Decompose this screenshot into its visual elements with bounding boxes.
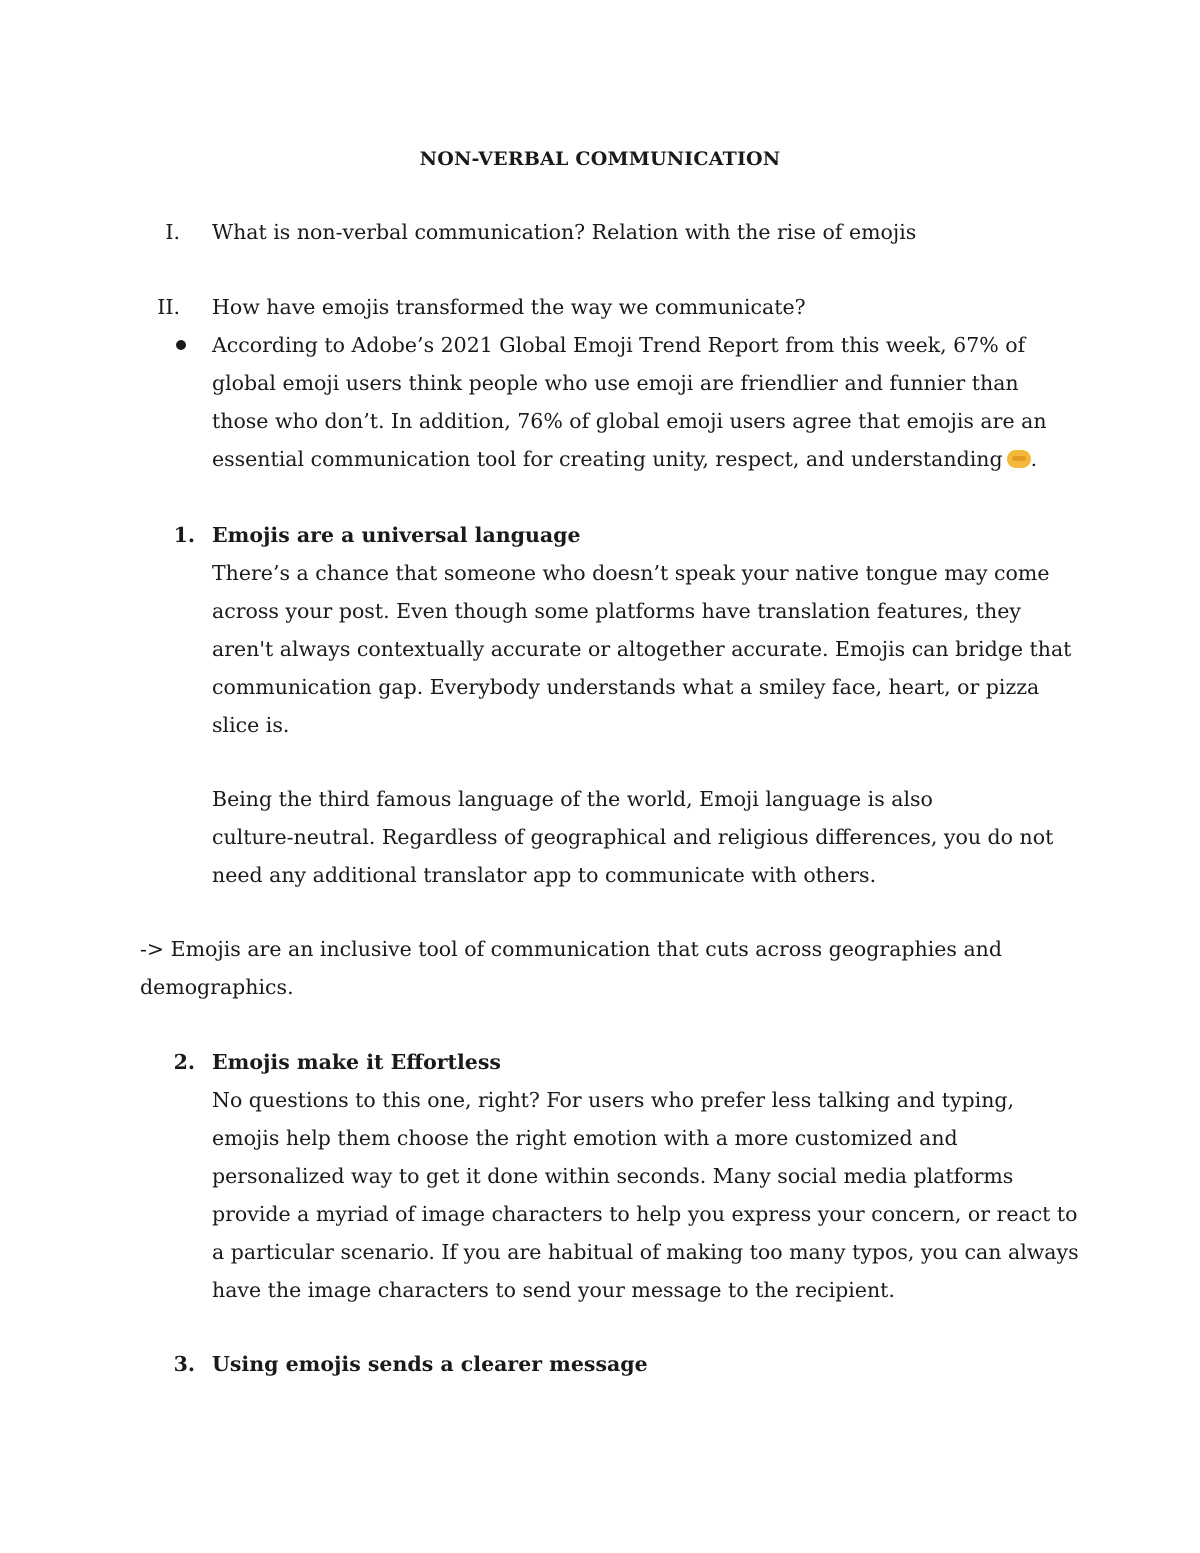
paragraph-line: slice is. — [212, 713, 290, 737]
paragraph-line: personalized way to get it done within seconds. Many social media platforms — [212, 1164, 1014, 1188]
bullet-line: global emoji users think people who use emoji are friendlier and funnier than — [212, 371, 1019, 395]
section-ii-label: II. — [157, 295, 180, 319]
adobe-report-bullet — [212, 326, 1072, 478]
paragraph-line: There’s a chance that someone who doesn’t speak your native tongue may come — [212, 561, 1050, 585]
point-1-label: 1. — [173, 523, 195, 547]
paragraph-line: No questions to this one, right? For users who prefer less talking and typing, — [212, 1088, 1015, 1112]
point-1-paragraph-1 — [212, 554, 1072, 744]
conclusion-paragraph — [140, 930, 1040, 1006]
paragraph-line: communication gap. Everybody understands what a smiley face, heart, or pizza — [212, 675, 1040, 699]
point-3-heading: Using emojis sends a clearer message — [212, 1352, 648, 1376]
point-1-heading: Emojis are a universal language — [212, 523, 581, 547]
section-i-text: What is non-verbal communication? Relation with the rise of emojis — [212, 220, 917, 244]
section-ii-text: How have emojis transformed the way we communicate? — [212, 295, 806, 319]
bullet-line-text: essential communication tool for creating unity, respect, and understanding — [212, 447, 1003, 471]
handshake-emoji-icon — [1007, 450, 1031, 468]
bullet-line-end: . — [1030, 447, 1038, 471]
paragraph-line: aren't always contextually accurate or altogether accurate. Emojis can bridge that — [212, 637, 1072, 661]
point-2-heading: Emojis make it Effortless — [212, 1050, 501, 1074]
point-2-paragraph — [212, 1081, 1079, 1309]
point-3-label: 3. — [173, 1352, 195, 1376]
section-i-label: I. — [165, 220, 180, 244]
paragraph-line: demographics. — [140, 975, 294, 999]
paragraph-line: -> Emojis are an inclusive tool of communication that cuts across geographies and — [140, 937, 1003, 961]
bullet-line: According to Adobe’s 2021 Global Emoji Trend Report from this week, 67% of — [212, 333, 1026, 357]
paragraph-line: across your post. Even though some platforms have translation features, they — [212, 599, 1021, 623]
paragraph-line: provide a myriad of image characters to help you express your concern, or react to — [212, 1202, 1078, 1226]
paragraph-line: a particular scenario. If you are habitual of making too many typos, you can always — [212, 1240, 1079, 1264]
bullet-icon — [176, 340, 186, 350]
bullet-line: those who don’t. In addition, 76% of global emoji users agree that emojis are an — [212, 409, 1047, 433]
bullet-line-last — [212, 440, 1072, 478]
document-title: NON-VERBAL COMMUNICATION — [419, 148, 781, 170]
paragraph-line: need any additional translator app to communicate with others. — [212, 863, 877, 887]
point-2-label: 2. — [173, 1050, 195, 1074]
paragraph-line: Being the third famous language of the world, Emoji language is also — [212, 787, 933, 811]
paragraph-line: have the image characters to send your message to the recipient. — [212, 1278, 895, 1302]
paragraph-line: emojis help them choose the right emotion with a more customized and — [212, 1126, 958, 1150]
point-1-paragraph-2 — [212, 780, 1072, 894]
paragraph-line: culture-neutral. Regardless of geographical and religious differences, you do not — [212, 825, 1054, 849]
